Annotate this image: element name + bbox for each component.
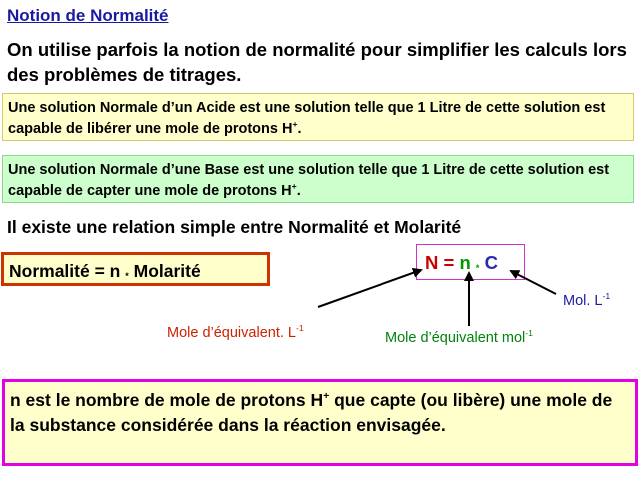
proton-charge: +: [292, 119, 298, 130]
arrow-right: [511, 271, 556, 294]
label-right-exponent: -1: [602, 291, 611, 302]
note-text-end: que capte (ou libère) une mole de la substance considérée dans la réaction envisagée.: [10, 390, 613, 435]
label-equivalent-per-mol: [385, 330, 533, 346]
page-title: Notion de Normalité: [7, 6, 169, 25]
label-mol-per-litre: [563, 293, 610, 309]
base-definition-text: Une solution Normale d’une Base est une solution telle que 1 Litre de cette solution est capable de capter une mole de protons H: [8, 162, 610, 199]
label-left-exponent: -1: [295, 323, 304, 334]
acid-definition-text: Une solution Normale d’un Acide est une solution telle que 1 Litre de cette solution est capable de libérer une mole de protons H: [8, 100, 606, 137]
relation-heading: Il existe une relation simple entre Normalité et Molarité: [7, 217, 462, 237]
arrow-left: [318, 270, 421, 307]
equation-n-upper: N: [425, 252, 439, 273]
formula-left: Normalité = n: [9, 261, 121, 281]
intro-text: On utilise parfois la notion de normalité pour simplifier les calculs lors des problèmes de titrages.: [7, 39, 627, 85]
definition-n-box: [2, 379, 638, 466]
multiply-sign: *: [475, 263, 480, 273]
label-equivalent-per-litre: [167, 325, 304, 341]
label-left-text: Mole d’équivalent. L: [167, 325, 296, 341]
label-right-text: Mol. L: [563, 293, 603, 309]
acid-definition-end: .: [297, 121, 302, 137]
label-middle-text: Mole d’équivalent mol: [385, 330, 526, 346]
proton-charge: +: [291, 181, 297, 192]
equation-equals: =: [438, 252, 460, 273]
multiply-sign: *: [125, 271, 129, 281]
equation-n: n: [459, 252, 471, 273]
note-text-start: n est le nombre de mole de protons H: [10, 390, 324, 410]
formula-right: Molarité: [133, 261, 201, 281]
base-definition-end: .: [296, 183, 301, 199]
proton-charge: +: [323, 390, 330, 403]
label-middle-exponent: -1: [525, 328, 533, 339]
equation-c: C: [484, 252, 498, 273]
